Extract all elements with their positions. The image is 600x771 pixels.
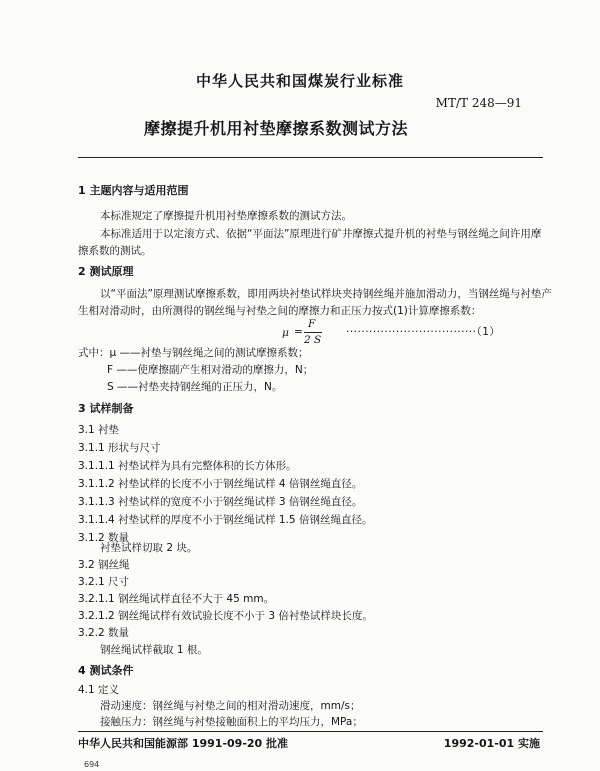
section-1-para-2-line-1: 本标准适用于以定滚方式、依据“平面法”原理进行矿井摩擦式提升机的衬垫与钢丝绳之间许用摩 (100, 228, 542, 240)
definition-contact-pressure: 接触压力：钢丝绳与衬垫接触面积上的平均压力，MPa； (100, 716, 363, 728)
clause-3-2-2-text: 钢丝绳试样截取 1 根。 (100, 644, 208, 656)
section-4-heading: 4 测试条件 (78, 664, 134, 677)
clause-4-1: 4.1 定义 (78, 684, 120, 696)
clause-3-2-1: 3.2.1 尺寸 (78, 576, 130, 588)
section-1-para-2-line-2: 擦系数的测试。 (78, 245, 152, 257)
standard-code: MT/T 248—91 (435, 96, 522, 110)
clause-3-2-1-2: 3.2.1.2 钢丝绳试样有效试验长度不小于 3 倍衬垫试样块长度。 (78, 610, 373, 622)
clause-3-1-1: 3.1.1 形状与尺寸 (78, 442, 161, 454)
footer-rule (78, 731, 543, 732)
clause-3-2-1-1: 3.2.1.1 钢丝绳试样直径不大于 45 mm。 (78, 593, 275, 605)
page-number: 694 (84, 760, 100, 769)
fraction-bar (304, 332, 322, 333)
formula-equals: = (294, 326, 303, 338)
formula-lhs: μ (282, 327, 289, 339)
clause-3-1-1-4: 3.1.1.4 衬垫试样的厚度不小于钢丝绳试样 1.5 倍钢丝绳直径。 (78, 514, 373, 526)
where-mu: 式中：μ ——衬垫与钢丝绳之间的测试摩擦系数； (78, 347, 309, 359)
where-s: S ——衬垫夹持钢丝绳的正压力，N。 (107, 381, 283, 393)
header-rule (78, 157, 543, 158)
effective-date: 1992-01-01 实施 (443, 737, 540, 750)
clause-3-1-1-3: 3.1.1.3 衬垫试样的宽度不小于钢丝绳试样 3 倍钢丝绳直径。 (78, 496, 363, 508)
section-2-para-line-2: 生相对滑动时，由所测得的钢丝绳与衬垫之间的摩擦力和正压力按式(1)计算摩擦系数： (78, 305, 482, 317)
definition-sliding-speed: 滑动速度：钢丝绳与衬垫之间的相对滑动速度，mm/s； (100, 700, 361, 712)
document-title: 摩擦提升机用衬垫摩擦系数测试方法 (144, 119, 409, 138)
section-1-para-1: 本标准规定了摩擦提升机用衬垫摩擦系数的测试方法。 (100, 210, 352, 222)
formula-denominator: 2 S (304, 334, 322, 346)
clause-3-1-2-text: 衬垫试样切取 2 块。 (100, 542, 198, 554)
section-1-heading: 1 主题内容与适用范围 (78, 184, 189, 197)
issuer-approval: 中华人民共和国能源部 1991-09-20 批准 (78, 737, 289, 750)
clause-3-2-2: 3.2.2 数量 (78, 627, 130, 639)
where-f: F ——使摩擦副产生相对滑动的摩擦力，N； (107, 364, 314, 376)
section-2-heading: 2 测试原理 (78, 265, 134, 278)
clause-3-1-1-2: 3.1.1.2 衬垫试样的长度不小于钢丝绳试样 4 倍钢丝绳直径。 (78, 478, 363, 490)
clause-3-1-1-1: 3.1.1.1 衬垫试样为具有完整体积的长方体形。 (78, 460, 297, 472)
clause-3-2: 3.2 钢丝绳 (78, 559, 130, 571)
formula-number: ··································（1） (346, 326, 501, 338)
section-2-para-line-1: 以“平面法”原理测试摩擦系数，即用两块衬垫试样块夹持钢丝绳并施加滑动力，当钢丝绳与衬垫产 (100, 288, 552, 300)
section-3-heading: 3 试样制备 (78, 402, 134, 415)
standard-body-title: 中华人民共和国煤炭行业标准 (195, 72, 404, 90)
clause-3-1: 3.1 衬垫 (78, 424, 120, 436)
clause-3-1-2: 3.1.2 数量 (78, 532, 130, 544)
formula-numerator: F (308, 318, 316, 330)
